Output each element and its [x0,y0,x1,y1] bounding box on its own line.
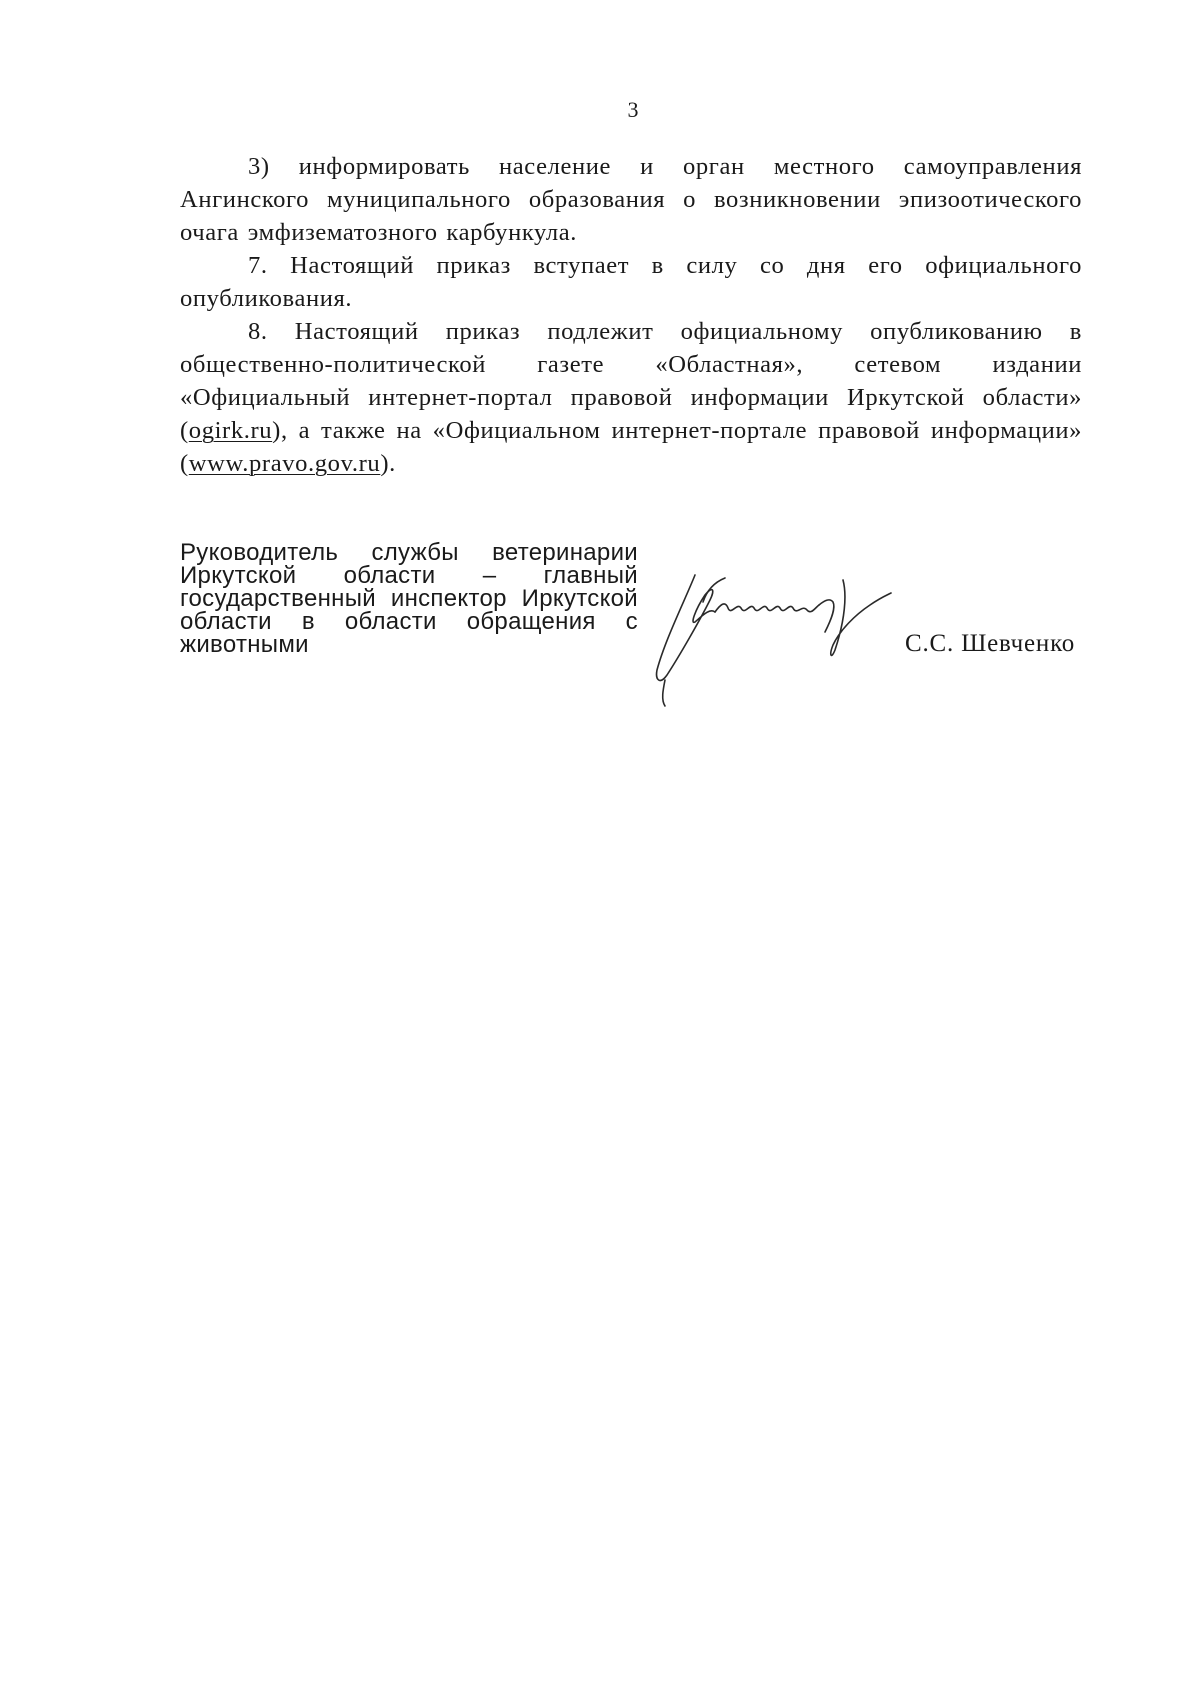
signer-position: Руководитель службы ветеринарии Иркутской области – главный государственный инспектор Иркутской области в области обращения с животными [180,539,638,658]
paragraph-8-text-middle: ), а также на «Официальном интернет-портале правовой информации» ( [180,417,1082,477]
handwritten-signature-icon [655,560,935,710]
paragraph-item-3: 3) информировать население и орган местного самоуправления Ангинского муниципального образования о возникновении эпизоотического очага эмфизематозного карбункула. [180,153,1082,246]
page-number: 3 [627,97,639,122]
ogirk-link[interactable]: ogirk.ru [188,417,273,444]
paragraph-8 [180,315,1082,480]
paragraph-8-text-start: 8. Настоящий приказ подлежит официальному опубликованию в общественно-политической газете «Областная», сетевом издании «Официальный интернет-портал правовой информации Иркутской области» ( [180,318,1082,444]
pravo-gov-link[interactable]: www.pravo.gov.ru [188,450,381,477]
document-body [180,150,1082,480]
paragraph-7: 7. Настоящий приказ вступает в силу со дня его официального опубликования. [180,252,1082,312]
paragraph-8-text-end: ). [380,450,396,477]
signer-name: С.С. Шевченко [905,630,1076,657]
